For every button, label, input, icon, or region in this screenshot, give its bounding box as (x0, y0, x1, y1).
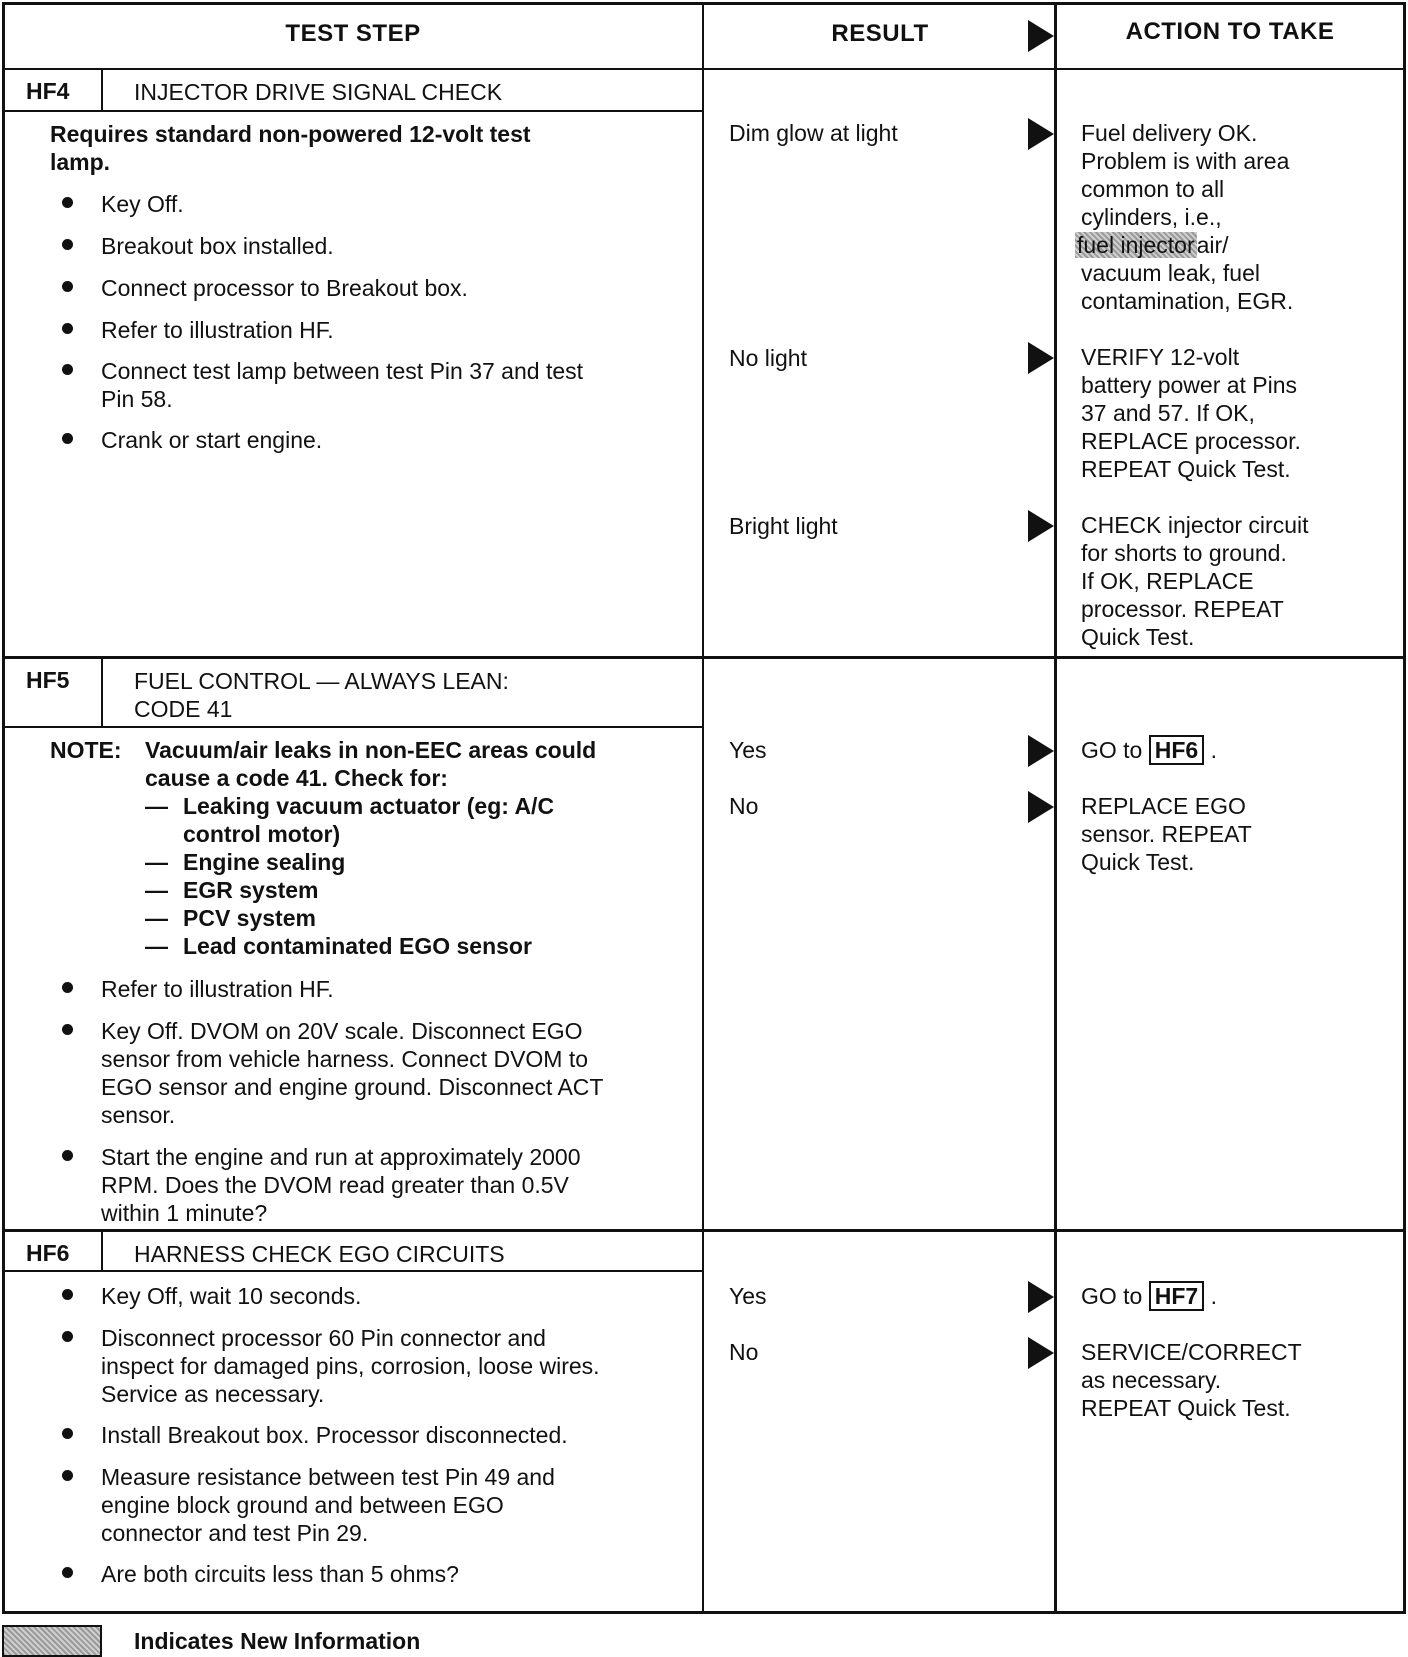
hf5-action-no-line2: sensor. REPEAT (1081, 821, 1252, 847)
bullet-icon (62, 1289, 73, 1300)
hf5-action-yes-prefix: GO to (1081, 737, 1143, 763)
hf4-bullet-5: Connect test lamp between test Pin 37 and test (101, 358, 584, 384)
hf5-title-line2: CODE 41 (134, 696, 233, 722)
result-arrow-icon (1028, 791, 1054, 823)
hf4-requires-line2: lamp. (50, 149, 111, 175)
bullet-icon (62, 281, 73, 292)
hf6-bullet-4-line3: connector and test Pin 29. (101, 1520, 369, 1546)
hf5-bullet-3-line3: within 1 minute? (101, 1200, 268, 1226)
header-action-to-take: ACTION TO TAKE (1125, 18, 1335, 45)
hf5-bullet-3-line2: RPM. Does the DVOM read greater than 0.5V (101, 1172, 569, 1198)
hf4-requires-line1: Requires standard non-powered 12-volt test (50, 121, 531, 147)
bullet-icon (62, 323, 73, 334)
hf4-action1-line4: cylinders, i.e., (1081, 204, 1222, 230)
header-divider (2, 68, 1406, 70)
hf5-title-line1: FUEL CONTROL — ALWAYS LEAN: (134, 668, 509, 694)
table-border-right (1403, 2, 1406, 1614)
hf6-action-no-line3: REPEAT Quick Test. (1081, 1395, 1291, 1421)
bullet-icon (62, 982, 73, 993)
hf6-title: HARNESS CHECK EGO CIRCUITS (134, 1241, 505, 1267)
hf4-action1-line3: common to all (1081, 176, 1225, 202)
bullet-icon (62, 1024, 73, 1035)
hf5-dash-item-3: EGR system (183, 877, 319, 903)
bullet-icon (62, 197, 73, 208)
hf5-bullet-3-line1: Start the engine and run at approximately 2000 (101, 1144, 581, 1170)
hf4-bullet-4: Refer to illustration HF. (101, 317, 334, 343)
hf6-action-no-line2: as necessary. (1081, 1367, 1222, 1393)
header-result: RESULT (831, 20, 929, 47)
hf4-action3-line5: Quick Test. (1081, 624, 1195, 650)
hf4-result-no-light: No light (729, 345, 807, 371)
dash-marker: — (145, 793, 168, 819)
hf4-bullet-2: Breakout box installed. (101, 233, 334, 259)
bullet-icon (62, 1470, 73, 1481)
hf4-action1-line7: contamination, EGR. (1081, 288, 1294, 314)
hf4-action3-line4: processor. REPEAT (1081, 596, 1284, 622)
bullet-icon (62, 433, 73, 444)
hf5-code-divider (101, 656, 103, 728)
hf4-action1-line5-rest: air/ (1196, 232, 1229, 258)
hf6-title-divider (2, 1270, 704, 1272)
hf6-action-no-line1: SERVICE/CORRECT (1081, 1339, 1302, 1365)
new-information-highlight: fuel injector (1077, 232, 1195, 258)
hf6-result-no: No (729, 1339, 759, 1365)
table-border-top (2, 2, 1406, 5)
hf6-code-divider (101, 1229, 103, 1272)
legend-text: Indicates New Information (134, 1628, 421, 1654)
hf5-code: HF5 (26, 667, 70, 693)
result-arrow-icon (1028, 510, 1054, 542)
bullet-icon (62, 1150, 73, 1161)
hf5-action-yes (1081, 736, 1217, 764)
hf5-title-divider (2, 726, 704, 728)
hf4-action2-line2: battery power at Pins (1081, 372, 1298, 398)
hf6-bullet-4-line2: engine block ground and between EGO (101, 1492, 504, 1518)
hf4-action2-line3: 37 and 57. If OK, (1081, 400, 1255, 426)
hf6-bullet-4-line1: Measure resistance between test Pin 49 and (101, 1464, 555, 1490)
hf5-dash-item-5: Lead contaminated EGO sensor (183, 933, 532, 959)
hf5-dash-item-2: Engine sealing (183, 849, 346, 875)
header-arrow-icon (1028, 20, 1054, 52)
hf4-action3-line2: for shorts to ground. (1081, 540, 1287, 566)
hf6-bullet-3: Install Breakout box. Processor disconnected. (101, 1422, 568, 1448)
column-divider-action (1054, 2, 1057, 1614)
hf6-action-yes-suffix: . (1210, 1283, 1217, 1309)
hf5-bullet-2-line3: EGO sensor and engine ground. Disconnect ACT (101, 1074, 604, 1100)
hf5-note-line2: cause a code 41. Check for: (145, 765, 448, 791)
hf4-title: INJECTOR DRIVE SIGNAL CHECK (134, 79, 503, 105)
hf4-result-bright-light: Bright light (729, 513, 838, 539)
hf4-bullet-3: Connect processor to Breakout box. (101, 275, 468, 301)
legend-swatch (2, 1625, 102, 1657)
hf6-link[interactable]: HF6 (1149, 735, 1204, 765)
hf6-bullet-2-line2: inspect for damaged pins, corrosion, loose wires. (101, 1353, 600, 1379)
hf6-action-yes-prefix: GO to (1081, 1283, 1143, 1309)
dash-marker: — (145, 905, 168, 931)
result-arrow-icon (1028, 1337, 1054, 1369)
hf6-bullet-1: Key Off, wait 10 seconds. (101, 1283, 362, 1309)
header-test-step: TEST STEP (285, 20, 421, 47)
hf4-action1-line1: Fuel delivery OK. (1081, 120, 1258, 146)
hf4-action1-line5 (1075, 231, 1229, 259)
hf5-note-line1: Vacuum/air leaks in non-EEC areas could (145, 737, 597, 763)
bullet-icon (62, 1331, 73, 1342)
hf5-dash-item-1-cont: control motor) (183, 821, 341, 847)
hf4-action2-line1: VERIFY 12-volt (1081, 344, 1240, 370)
hf4-result-dim-glow: Dim glow at light (729, 120, 898, 146)
hf4-action3-line3: If OK, REPLACE (1081, 568, 1254, 594)
hf6-action-yes (1081, 1282, 1217, 1310)
hf5-result-no: No (729, 793, 759, 819)
hf4-code: HF4 (26, 78, 70, 104)
hf4-bullet-5-cont: Pin 58. (101, 386, 173, 412)
result-arrow-icon (1028, 735, 1054, 767)
hf5-action-no-line1: REPLACE EGO (1081, 793, 1246, 819)
dash-marker: — (145, 877, 168, 903)
hf5-dash-item-1: Leaking vacuum actuator (eg: A/C (183, 793, 555, 819)
hf4-action2-line5: REPEAT Quick Test. (1081, 456, 1291, 482)
hf4-action1-line2: Problem is with area (1081, 148, 1290, 174)
hf4-action2-line4: REPLACE processor. (1081, 428, 1301, 454)
table-border-bottom (2, 1611, 1406, 1614)
hf5-bullet-2-line1: Key Off. DVOM on 20V scale. Disconnect EGO (101, 1018, 583, 1044)
bullet-icon (62, 1567, 73, 1578)
bullet-icon (62, 364, 73, 375)
bullet-icon (62, 239, 73, 250)
hf6-code: HF6 (26, 1240, 70, 1266)
hf7-link[interactable]: HF7 (1149, 1281, 1204, 1311)
hf5-bullet-2-line2: sensor from vehicle harness. Connect DVOM to (101, 1046, 589, 1072)
hf4-title-divider (2, 110, 704, 112)
hf5-action-no-line3: Quick Test. (1081, 849, 1195, 875)
bullet-icon (62, 1428, 73, 1439)
hf5-bullet-1: Refer to illustration HF. (101, 976, 334, 1002)
hf5-section-divider (2, 656, 1406, 659)
hf5-bullet-2-line4: sensor. (101, 1102, 176, 1128)
dash-marker: — (145, 849, 168, 875)
hf6-result-yes: Yes (729, 1283, 767, 1309)
hf5-note-label: NOTE: (50, 737, 122, 763)
column-divider-result (702, 2, 704, 1614)
table-border-left (2, 2, 5, 1614)
result-arrow-icon (1028, 118, 1054, 150)
hf4-action3-line1: CHECK injector circuit (1081, 512, 1309, 538)
hf5-result-yes: Yes (729, 737, 767, 763)
hf4-action1-line6: vacuum leak, fuel (1081, 260, 1260, 286)
hf6-section-divider (2, 1229, 1406, 1232)
hf5-action-yes-suffix: . (1210, 737, 1217, 763)
hf6-bullet-5: Are both circuits less than 5 ohms? (101, 1561, 459, 1587)
hf4-bullet-6: Crank or start engine. (101, 427, 323, 453)
result-arrow-icon (1028, 1281, 1054, 1313)
hf6-bullet-2-line1: Disconnect processor 60 Pin connector and (101, 1325, 546, 1351)
hf4-code-divider (101, 68, 103, 112)
dash-marker: — (145, 933, 168, 959)
result-arrow-icon (1028, 342, 1054, 374)
hf5-dash-item-4: PCV system (183, 905, 316, 931)
hf4-bullet-1: Key Off. (101, 191, 184, 217)
hf6-bullet-2-line3: Service as necessary. (101, 1381, 325, 1407)
